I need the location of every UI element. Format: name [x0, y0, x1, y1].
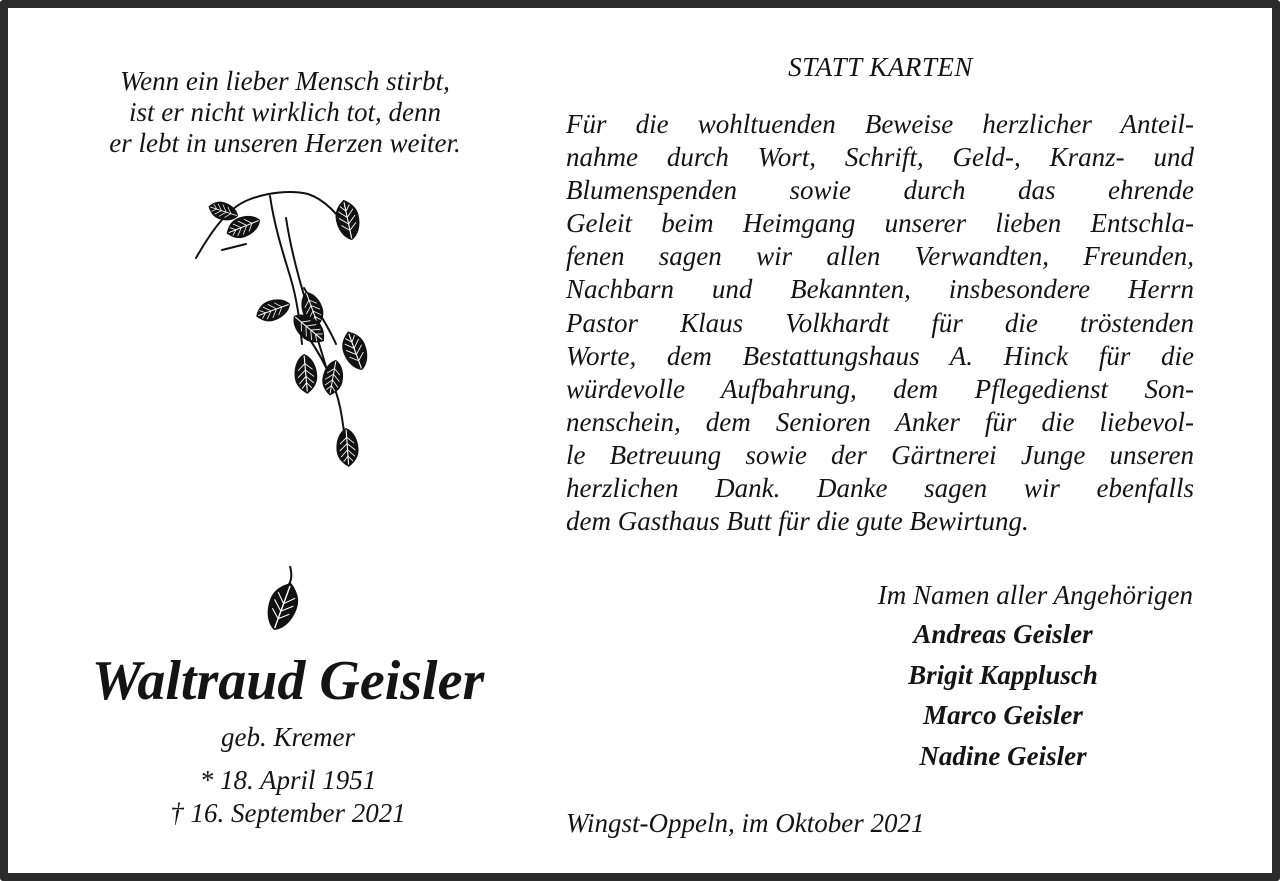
text-line: nahme durch Wort, Schrift, Geld-, Kranz- und — [566, 142, 1194, 173]
text-line: Blumenspenden sowie durch das ehrende — [566, 175, 1194, 206]
place-and-date: Wingst-Oppeln, im Oktober 2021 — [566, 808, 925, 838]
signer-name: Nadine Geisler — [919, 740, 1087, 771]
text-line: nenschein, dem Senioren Anker für die liebevol- — [566, 406, 1194, 437]
text-line: würdevolle Aufbahrung, dem Pflegedienst Son- — [566, 373, 1194, 404]
text-line: herzlichen Dank. Danke sagen wir ebenfalls — [566, 473, 1194, 504]
text-line: dem Gasthaus Butt für die gute Bewirtung. — [566, 506, 1029, 537]
birth-date: * 18. April 1951 — [199, 765, 377, 795]
text-line: Geleit beim Heimgang unserer lieben Entschla- — [566, 208, 1194, 239]
quote-line: er lebt in unseren Herzen weiter. — [109, 128, 461, 158]
quote-line: Wenn ein lieber Mensch stirbt, — [120, 66, 450, 96]
memorial-quote — [60, 66, 510, 159]
life-dates — [38, 764, 538, 830]
text-line: fenen sagen wir allen Verwandten, Freunden, — [566, 241, 1194, 272]
text-line: Pastor Klaus Volkhardt für die tröstenden — [566, 307, 1194, 338]
birth-name: geb. Kremer — [221, 722, 355, 752]
text-line: Für die wohltuenden Beweise herzlicher Anteil- — [566, 109, 1194, 139]
death-date: † 16. September 2021 — [170, 798, 406, 828]
signer-name: Brigit Kapplusch — [908, 659, 1098, 690]
text-line: le Betreuung sowie der Gärtnerei Junge unseren — [566, 439, 1194, 470]
falling-leaf-icon — [248, 564, 304, 636]
signer-name: Andreas Geisler — [913, 619, 1093, 649]
signers-list — [803, 614, 1203, 776]
signoff: Im Namen aller Angehörigen — [877, 580, 1193, 610]
notice-heading: STATT KARTEN — [788, 52, 973, 82]
text-line: Nachbarn und Bekannten, insbesondere Herrn — [566, 274, 1194, 305]
quote-line: ist er nicht wirklich tot, denn — [129, 97, 441, 127]
text-line: Worte, dem Bestattungshaus A. Hinck für die — [566, 340, 1194, 371]
signer-name: Marco Geisler — [923, 700, 1083, 730]
birch-branch-illustration — [186, 184, 396, 484]
thank-you-text — [566, 108, 1194, 538]
deceased-name: Waltraud Geisler — [91, 650, 485, 712]
